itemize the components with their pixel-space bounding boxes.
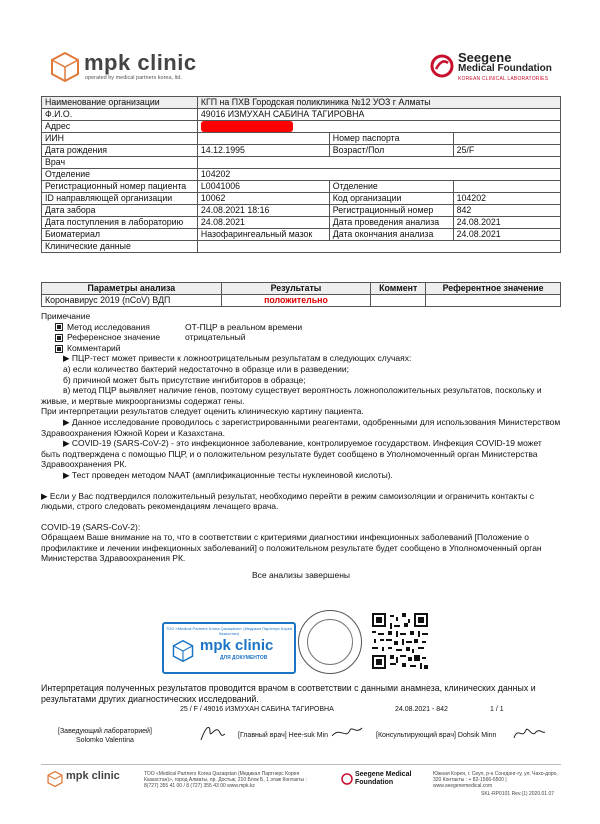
note-p5: ▶ Тест проведен методом NAAT (амплификационные тесты нуклеиновой кислоты). xyxy=(63,469,393,480)
reg-num-label: Регистрационный номер xyxy=(329,205,453,217)
result-ref xyxy=(426,295,561,307)
result-value: положительно xyxy=(221,295,371,307)
all-done-text: Все анализы завершены xyxy=(251,570,351,581)
age-sex-label: Возраст/Пол xyxy=(329,145,453,157)
sig-consult: [Консультирующий врач] Dohsik Minn xyxy=(376,732,497,739)
report-meta-line xyxy=(180,706,540,713)
dob-value: 14.12.1995 xyxy=(197,145,329,157)
hexagon-cube-icon xyxy=(47,771,63,787)
address-value xyxy=(197,121,560,133)
table-row xyxy=(42,295,561,307)
meta-code: 24.08.2021 - 842 xyxy=(395,706,448,713)
clinical-label: Клинические данные xyxy=(42,241,198,253)
ref-row xyxy=(41,332,561,343)
meta-page: 1 / 1 xyxy=(490,706,504,713)
reg-label: Регистрационный номер пациента xyxy=(42,181,198,193)
notes-title: Примечание xyxy=(41,311,91,321)
sig-chief: [Главный врач] Hee-suk Min xyxy=(238,732,328,739)
org-code-label: Код организации xyxy=(329,193,453,205)
note-p8: Обращаем Ваше внимание на то, что в соответствии с критериями диагностики инфекционных заболеваний [Положение о профилактике и лечении инфекционных заболеваний] о положительном результате будет сообщено в Уполномоченный орган Министерства Здравоохранения РК. xyxy=(41,532,542,564)
lab-tagline: KOREAN CLINICAL LABORATORIES xyxy=(458,76,549,82)
end-value: 24.08.2021 xyxy=(453,229,560,241)
org-code-value: 104202 xyxy=(453,193,560,205)
end-label: Дата окончания анализа xyxy=(329,229,453,241)
signature-icon xyxy=(512,722,546,744)
note-p4: ▶ COVID-19 (SARS-CoV-2) - это инфекционное заболевание, контролируемое государством. Инфекция COVID-19 может быть подтверждена с помощью ПЦР, и о положительном результате будет сообщено в Уполномоченный орган Министерства Здравоохранения РК. xyxy=(41,438,542,470)
iin-label: ИИН xyxy=(42,133,198,145)
passport-value xyxy=(453,133,560,145)
hexagon-cube-icon xyxy=(172,640,194,662)
age-sex-value: 25/F xyxy=(453,145,560,157)
note-p7: COVID-19 (SARS-CoV-2): xyxy=(41,521,141,532)
sig-lab-head xyxy=(58,727,152,745)
material-value: Назофарингеальный мазок xyxy=(197,229,329,241)
meta-patient: 25 / F / 49016 ИЗМУХАН САБИНА ТАГИРОВНА xyxy=(180,706,334,713)
address-label: Адрес xyxy=(42,121,198,133)
org-label: Наименование организации xyxy=(42,97,198,109)
dept2-label: Отделение xyxy=(329,181,453,193)
footer-left-text: ТОО «Medical Partners Korea Qazaqstan (Медикал Партнерс Корея Казахстан)», город Алматы, пр. Достык, 210 Блок Б, 1 этаж Контакты : 8(727) 355 41 00 / 8 (727) 355 43 00 www.mpk.kz xyxy=(144,771,307,789)
stamp-doc-label: ДЛЯ ДОКУМЕНТОВ xyxy=(220,655,268,661)
note-p1a: а) если количество бактерий недостаточно в образце или в разведении; xyxy=(63,363,349,374)
clinic-name: mpk clinic xyxy=(84,50,197,75)
clinic-subtitle: operated by medical partners korea, ltd. xyxy=(85,75,182,81)
lab-name-2: Medical Foundation xyxy=(458,63,552,74)
fio-value: 49016 ИЗМУХАН САБИНА ТАГИРОВНА xyxy=(197,109,560,121)
ref-org-value: 10062 xyxy=(197,193,329,205)
iin-value xyxy=(197,133,329,145)
dept2-value xyxy=(453,181,560,193)
method-label: Метод исследования xyxy=(67,321,150,332)
ref-org-label: ID направляющей организации xyxy=(42,193,198,205)
redaction-mark xyxy=(201,121,293,132)
clinical-value xyxy=(197,241,560,253)
passport-label: Номер паспорта xyxy=(329,133,453,145)
checkbox-icon xyxy=(55,345,63,353)
signature-icon xyxy=(330,722,364,744)
org-value: КГП на ПХВ Городская поликлиника №12 УОЗ г Алматы xyxy=(197,97,560,109)
seegene-emblem-icon xyxy=(430,54,454,78)
col-result-header: Результаты xyxy=(221,283,371,295)
received-value: 24.08.2021 xyxy=(197,217,329,229)
doctor-label: Врач xyxy=(42,157,198,169)
stamp-brand: mpk clinic xyxy=(200,637,274,654)
note-p1b: б) причиной может быть присутствие ингибиторов в образце; xyxy=(63,374,306,385)
footer-lab: Seegene Medical Foundation xyxy=(355,771,412,786)
note-p1c: в) метод ПЦР выявляет наличие генов, поэтому существует вероятность ложноположительных результатов, поскольку и живые, и мертвые микроорганизмы содержат гены. xyxy=(41,385,542,406)
checkbox-icon xyxy=(55,334,63,342)
col-ref-header: Референтное значение xyxy=(426,283,561,295)
hexagon-cube-icon xyxy=(50,52,80,82)
seegene-emblem-icon xyxy=(341,773,353,785)
note-p3: ▶ Данное исследование проводилось с зарегистрированными реагентами, одобренными для использования Министерством Здравоохранения Южной Кореи и Казахстана. xyxy=(41,416,561,438)
footer-brand: mpk clinic xyxy=(66,770,120,782)
received-label: Дата поступления в лабораторию xyxy=(42,217,198,229)
fio-label: Ф.И.О. xyxy=(42,109,198,121)
method-row xyxy=(41,322,561,333)
results-table xyxy=(41,282,561,307)
material-label: Биоматериал xyxy=(42,229,198,241)
col-param-header: Параметры анализа xyxy=(42,283,222,295)
footer xyxy=(41,764,561,797)
stamp-org-line: ТОО «Medical Partners Korea Qazaqstan» (Медикал Партнерс Корея Казахстан) xyxy=(165,626,293,636)
lab-name: Seegene xyxy=(458,50,512,65)
ref-label: Референсное значение xyxy=(67,332,161,343)
signature-icon xyxy=(198,722,228,744)
collect-label: Дата забора xyxy=(42,205,198,217)
document-stamp xyxy=(162,622,296,674)
interpretation-text: Интерпретация полученных результатов проводится врачом в соответствии с данными анамнеза, клинических данных и результатами других диагностических исследований. xyxy=(41,683,536,704)
note-p6: ▶ Если у Вас подтвердился положительный результат, необходимо перейти в режим самоизоляции и ограничить контакты с людьми, строго следовать рекомендациям лечащего врача. xyxy=(41,490,534,512)
reg-num-value: 842 xyxy=(453,205,560,217)
result-param: Коронавирус 2019 (nCoV) ВДП xyxy=(42,295,222,307)
analysis-label: Дата проведения анализа xyxy=(329,217,453,229)
sig1-name: Solomko Valentina xyxy=(76,737,134,744)
seegene-logo xyxy=(428,50,558,86)
comments-label: Комментарий xyxy=(67,342,121,353)
patient-info-table xyxy=(41,96,561,253)
footer-code: SKL-RP0101 Rev.(1) 2020.01.07 xyxy=(481,791,555,797)
result-comment xyxy=(371,295,426,307)
collect-value: 24.08.2021 18:16 xyxy=(197,205,329,217)
checkbox-icon xyxy=(55,323,63,331)
ref-value: отрицательный xyxy=(185,332,246,343)
analysis-value: 24.08.2021 xyxy=(453,217,560,229)
note-p2: При интерпретации результатов следует оценить клиническую картину пациента. xyxy=(41,406,364,417)
col-comment-header: Коммент xyxy=(371,283,426,295)
mpk-clinic-logo xyxy=(50,52,220,86)
sig1-title: [Заведующий лабораторией] xyxy=(58,728,152,735)
qr-code-icon xyxy=(372,613,428,669)
dob-label: Дата рождения xyxy=(42,145,198,157)
round-seal xyxy=(298,610,362,674)
method-value: ОТ-ПЦР в реальном времени xyxy=(185,321,303,332)
reg-value: L0041006 xyxy=(197,181,329,193)
dept-value: 104202 xyxy=(197,169,560,181)
footer-right-text: Южная Корея, г. Сеул, р-н Сонгдонг-гу, ул. Чахо-доро, 320 Контакты : + 82-1566-6500 | www.seegenemedical.com xyxy=(433,771,558,789)
doctor-value xyxy=(197,157,560,169)
dept-label: Отделение xyxy=(42,169,198,181)
note-p1: ▶ ПЦР-тест может привести к ложноотрицательным результатам в следующих случаях: xyxy=(63,353,412,364)
notes-section xyxy=(41,311,561,581)
comments-row xyxy=(41,343,561,354)
